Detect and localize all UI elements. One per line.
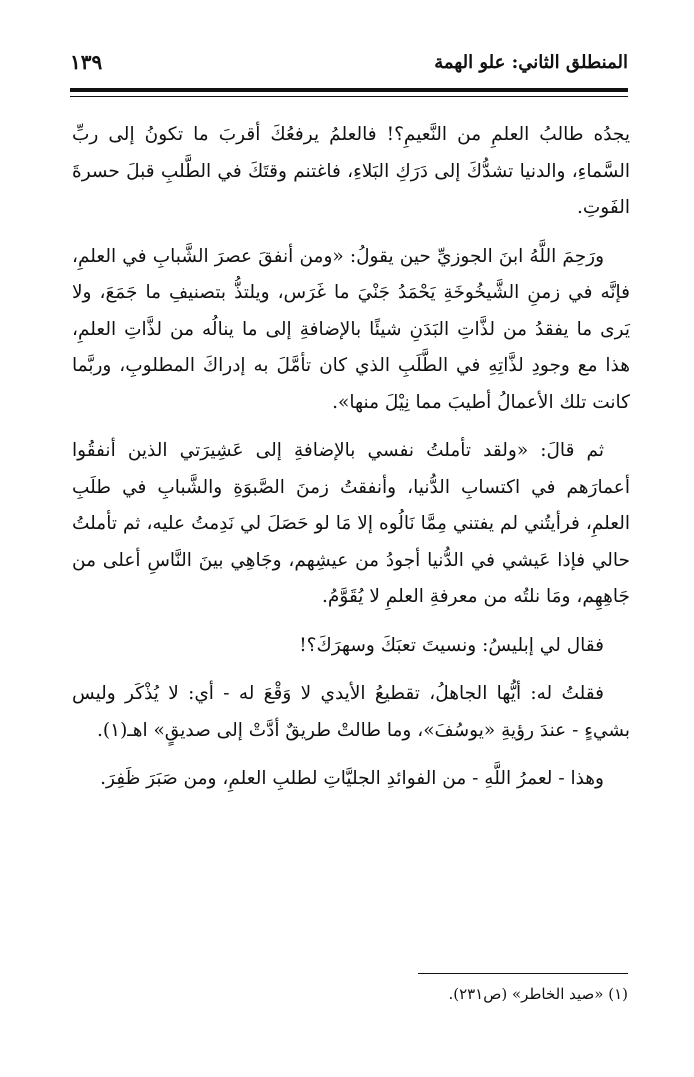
paragraph-1: يجدُه طالبُ العلمِ من النَّعيمِ؟! فالعلمُ يرفعُكَ أقربَ ما تكونُ إلى ربِّ السَّماءِ، والدنيا تشدُّكَ إلى دَرَكِ البَلاءِ، فاغتنم وقتَكَ في الطَّلبِ قبلَ حسرةَ الفَوتِ. xyxy=(72,124,630,218)
body-text xyxy=(72,117,630,798)
paragraph-2: ورَحِمَ اللَّهُ ابنَ الجوزيِّ حين يقولُ: «ومن أنفقَ عصرَ الشَّبابِ في العلمِ، فإنَّه في زمنِ الشَّيخُوخَةِ يَحْمَدُ جَنْيَ ما غَرَس، ويلتذُّ بتصنيفِ ما جَمَعَ، ولا يَرى ما يفقدُ من لذَّاتِ البَدَنِ شيئًا بالإضافةِ إلى ما ينالُه من لذَّاتِ العلمِ، هذا مع وجودِ لذَّاتِهِ في الطَّلَبِ الذي كان تأمَّلَ به إدراكَ المطلوبِ، وربَّما كانت تلك الأعمالُ أطيبَ مما نِيْلَ منها». xyxy=(72,245,630,413)
footnote-rule xyxy=(418,973,628,974)
paragraph-6: وهذا - لعمرُ اللَّهِ - من الفوائدِ الجليَّاتِ لطلبِ العلمِ، ومن صَبَرَ ظَفِرَ. xyxy=(100,768,604,789)
footnote: (١) «صيد الخاطر» (ص٢٣١). xyxy=(448,985,628,1003)
header-rule-thick xyxy=(70,88,628,92)
header-rule-thin xyxy=(70,96,628,97)
page-number: ١٣٩ xyxy=(70,50,103,74)
paragraph-3: ثم قالَ: «ولقد تأملتُ نفسي بالإضافةِ إلى عَشِيرَتي الذين أنفقُوا أعمارَهم في اكتسابِ الدُّنيا، وأنفقتُ زمنَ الصَّبوَةِ والشَّبابِ في طلَبِ العلمِ، فرأيتُني لم يفتني مِمَّا نَالُوه إلا مَا لو حَصَلَ لي نَدِمتُ عليه، ثم تأملتُ حالي فإذا عَيشي في الدُّنيا أجودُ من عيشِهم، وجَاهِي بينَ النَّاسِ أعلى من جَاهِهِم، ومَا نلتُه من معرفةِ العلمِ لا يُقَوَّمُ. xyxy=(72,440,630,607)
paragraph-4: فقال لي إبليسُ: ونسيتَ تعبَكَ وسهرَكَ؟! xyxy=(299,634,604,656)
running-header xyxy=(70,48,628,84)
chapter-title: المنطلق الثاني: علو الهمة xyxy=(434,52,628,73)
paragraph-5: فقلتُ له: أيُّها الجاهلُ، تقطيعُ الأيدي لا وَقْعَ له - أي: لا يُذْكَر وليس بشيءٍ - عندَ رؤيةِ «يوسُفَ»، وما طالتْ طريقٌ أدَّتْ إلى صديقٍ» اهـ(١). xyxy=(72,683,630,741)
